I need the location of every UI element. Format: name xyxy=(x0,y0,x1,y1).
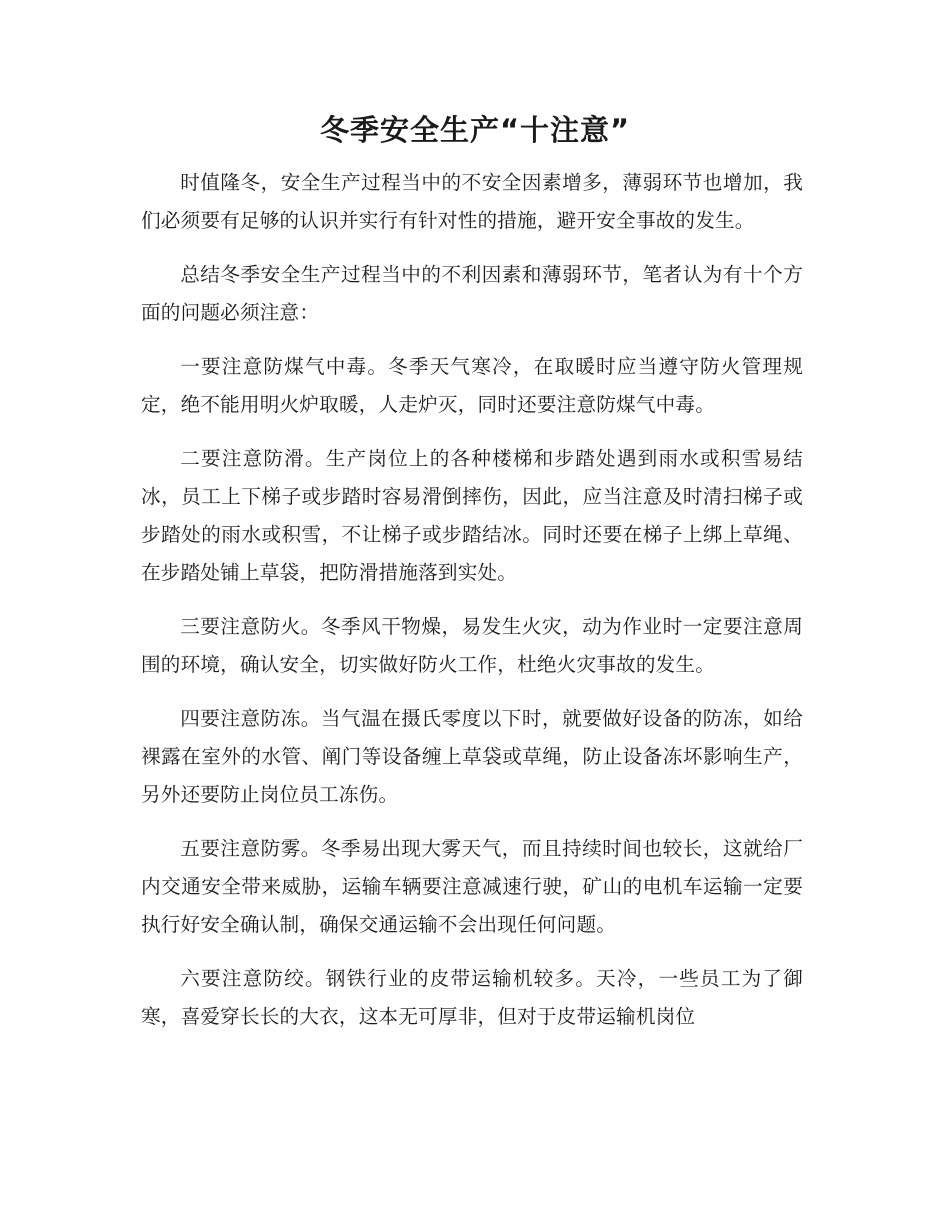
paragraph-point-5: 五要注意防雾。冬季易出现大雾天气，而且持续时间也较长，这就给厂内交通安全带来威胁，运输车辆要注意减速行驶，矿山的电机车运输一定要执行好安全确认制，确保交通运输不会出现任何问题。 xyxy=(141,837,803,936)
paragraph-point-3: 三要注意防火。冬季风干物燥，易发生火灾，动为作业时一定要注意周围的环境，确认安全，切实做好防火工作，杜绝火灾事故的发生。 xyxy=(141,615,803,676)
document-body xyxy=(141,164,803,1052)
paragraph-intro: 时值隆冬，安全生产过程当中的不安全因素增多，薄弱环节也增加，我们必须要有足够的认识并实行有针对性的措施，避开安全事故的发生。 xyxy=(141,171,803,232)
paragraph-point-1: 一要注意防煤气中毒。冬季天气寒冷，在取暖时应当遵守防火管理规定，绝不能用明火炉取暖，人走炉灭，同时还要注意防煤气中毒。 xyxy=(141,355,803,416)
paragraph-summary: 总结冬季安全生产过程当中的不利因素和薄弱环节，笔者认为有十个方面的问题必须注意： xyxy=(141,263,803,324)
paragraph-point-6: 六要注意防绞。钢铁行业的皮带运输机较多。天冷，一些员工为了御寒，喜爱穿长长的大衣，这本无可厚非，但对于皮带运输机岗位 xyxy=(141,967,803,1028)
paragraph-point-4: 四要注意防冻。当气温在摄氏零度以下时，就要做好设备的防冻，如给裸露在室外的水管、阐门等设备缠上草袋或草绳，防止设备冻坏影响生产，另外还要防止岗位员工冻伤。 xyxy=(141,707,803,806)
paragraph-point-2: 二要注意防滑。生产岗位上的各种楼梯和步踏处遇到雨水或积雪易结冰，员工上下梯子或步踏时容易滑倒摔伤，因此，应当注意及时清扫梯子或步踏处的雨水或积雪，不让梯子或步踏结冰。同时还要在梯子上绑上草绳、在步踏处铺上草袋，把防滑措施落到实处。 xyxy=(141,447,803,584)
document-title: 冬季安全生产“十注意” xyxy=(319,113,631,147)
